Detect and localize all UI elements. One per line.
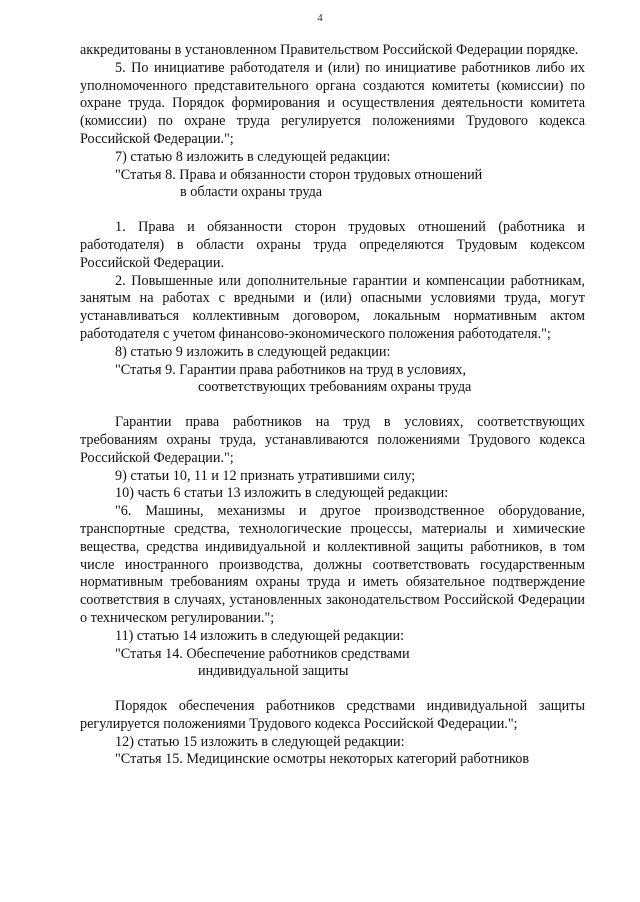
heading-article-8-line2: в области охраны труда [180, 184, 323, 201]
paragraph-amend-article-13: 10) часть 6 статьи 13 изложить в следующей редакции: [115, 485, 449, 502]
paragraph-article-8-part-2: 2. Повышенные или дополнительные гарантии и компенсации работникам, занятым на работах с вредными и (или) опасными условиями труда, могут устанавливаться коллективным договором, локальным нормативным актом работодателя с учетом финансово-экономического положения работодателя."; [80, 272, 585, 342]
paragraph-amend-article-9: 8) статью 9 изложить в следующей редакции: [115, 343, 391, 360]
heading-article-9-line1: "Статья 9. Гарантии права работников на труд в условиях, [115, 361, 467, 378]
spacer [80, 681, 585, 698]
paragraph-amend-article-15: 12) статью 15 изложить в следующей редакции: [115, 733, 405, 750]
paragraph-article-13-part-6: "6. Машины, механизмы и другое производственное оборудование, транспортные средства, технологические процессы, материалы и химические вещества, средства индивидуальной и коллективной защиты работников, в том числе иностранного производства, должны соответствовать государственным нормативным требованиям охраны труда и иметь обязательное подтверждение соответствия в случаях, установленных законодательством Российской Федерации о техническом регулировании."; [80, 503, 585, 626]
paragraph-article-9-text: Гарантии права работников на труд в условиях, соответствующих требованиям охраны труда, устанавливаются положениями Трудового кодекса Российской Федерации."; [80, 414, 585, 466]
paragraph-repeal-articles-10-12: 9) статьи 10, 11 и 12 признать утратившими силу; [115, 467, 416, 484]
heading-article-14-line1: "Статья 14. Обеспечение работников средствами [115, 645, 410, 662]
paragraph-article-14-text: Порядок обеспечения работников средствами индивидуальной защиты регулируется положениями Трудового кодекса Российской Федерации."; [80, 698, 585, 732]
heading-article-9-line2: соответствующих требованиям охраны труда [198, 379, 472, 396]
page-number: 4 [317, 12, 323, 24]
paragraph-accreditation-end: аккредитованы в установленном Правительством Российской Федерации порядке. [80, 42, 579, 58]
paragraph-amend-article-8: 7) статью 8 изложить в следующей редакции: [115, 148, 391, 165]
heading-article-15: "Статья 15. Медицинские осмотры некоторых категорий работников [115, 751, 530, 768]
paragraph-item-5-committees: 5. По инициативе работодателя и (или) по инициативе работников либо их уполномоченного представительного органа создаются комитеты (комиссии) по охране труда. Порядок формирования и осуществления деятельности комитета (комиссии) по охране труда регулируется положениями Трудового кодекса Российской Федерации."; [80, 59, 585, 147]
spacer [80, 397, 585, 414]
spacer [80, 202, 585, 219]
paragraph-article-8-part-1: 1. Права и обязанности сторон трудовых отношений (работника и работодателя) в области охраны труда определяются Трудовым кодексом Российской Федерации. [80, 219, 585, 271]
paragraph-amend-article-14: 11) статью 14 изложить в следующей редакции: [115, 627, 405, 644]
document-body [80, 42, 585, 769]
heading-article-14-line2: индивидуальной защиты [198, 663, 349, 680]
heading-article-8-line1: "Статья 8. Права и обязанности сторон трудовых отношений [115, 166, 483, 183]
